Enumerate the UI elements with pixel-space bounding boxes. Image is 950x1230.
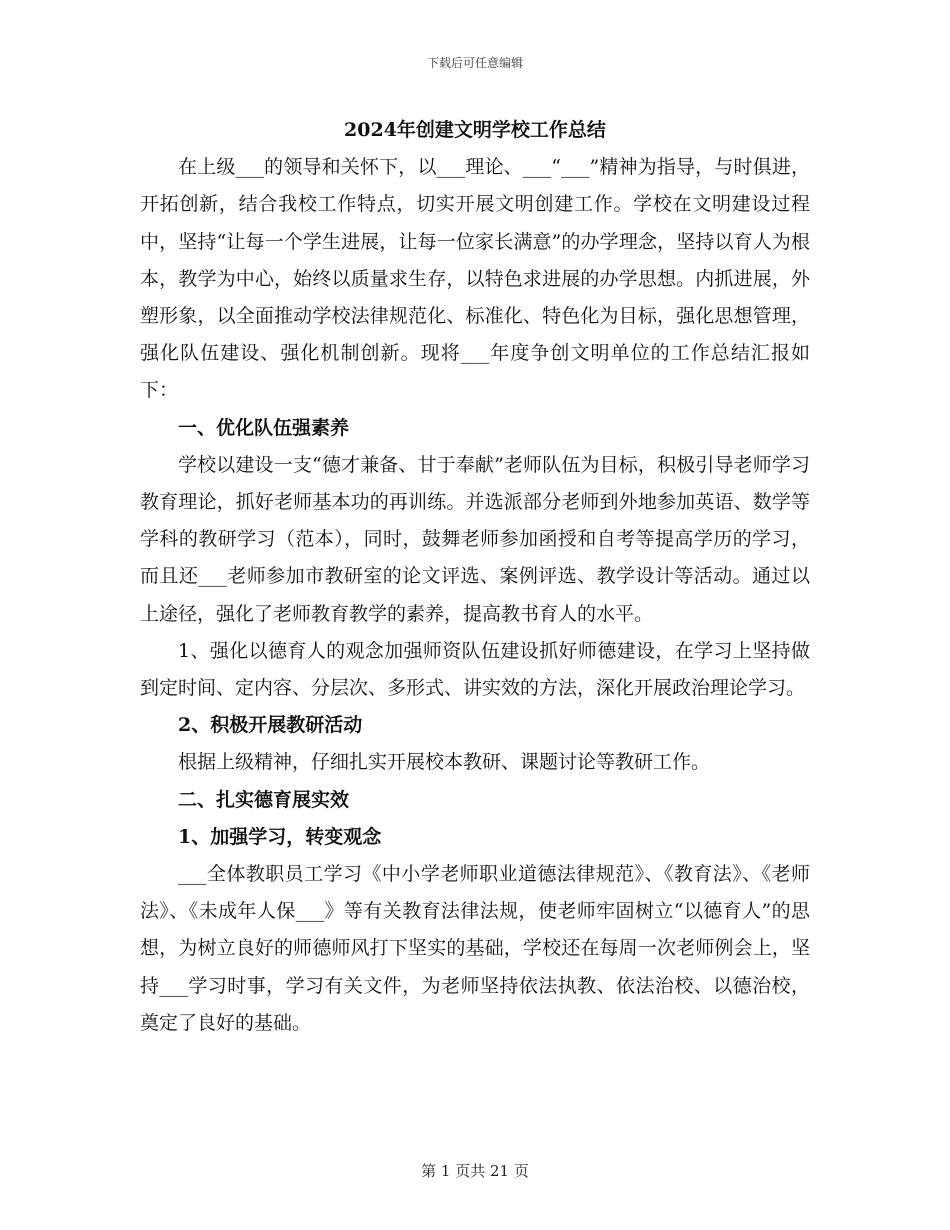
subsection-heading-study: 1、加强学习，转变观念 (178, 825, 382, 848)
subsection-heading-research: 2、积极开展教研活动 (178, 714, 363, 737)
page-footer-number: 第 1 页共 21 页 (421, 1162, 529, 1180)
document-body (140, 112, 810, 1042)
paragraph-intro: 在上级___的领导和关怀下，以___理论、___“___”精神为指导，与时俱进，开拓创新，结合我校工作特点，切实开展文明创建工作。学校在文明建设过程中，坚持“让每一个学生进展，让每一位家长满意”的办学理念，坚持以育人为根本，教学为中心，始终以质量求生存，以特色求进展的办学思想。内抓进展，外塑形象，以全面推动学校法律规范化、标准化、特色化为目标，强化思想管理，强化队伍建设、强化机制创新。现将___年度争创文明单位的工作总结汇报如下： (140, 156, 810, 402)
paragraph-team: 学校以建设一支“德才兼备、甘于奉献”老师队伍为目标，积极引导老师学习教育理论，抓好老师基本功的再训练。并选派部分老师到外地参加英语、数学等学科的教研学习（范本），同时，鼓舞老师参加函授和自考等提高学历的学习，而且还___老师参加市教研室的论文评选、案例评选、教学设计等活动。通过以上途径，强化了老师教育教学的素养，提高教书育人的水平。 (140, 453, 810, 625)
paragraph-research: 根据上级精神，仔细扎实开展校本教研、课题讨论等教研工作。 (178, 751, 711, 774)
section-heading-1: 一、优化队伍强素养 (178, 416, 350, 439)
document-title: 2024年创建文明学校工作总结 (344, 119, 606, 141)
paragraph-study: ___全体教职员工学习《中小学老师职业道德法律规范》、《教育法》、《老师法》、《未成年人保___》等有关教育法律法规，使老师牢固树立“以德育人”的思想，为树立良好的师德师风打下坚实的基础，学校还在每周一次老师例会上，坚持___学习时事，学习有关文件，为老师坚持依法执教、依法治校、以德治校，奠定了良好的基础。 (140, 863, 810, 1034)
page-header-note: 下载后可任意编辑 (426, 56, 523, 70)
paragraph-ethics: 1、强化以德育人的观念加强师资队伍建设抓好师德建设，在学习上坚持做到定时间、定内容、分层次、多形式、讲实效的方法，深化开展政治理论学习。 (140, 639, 810, 700)
section-heading-2: 二、扎实德育展实效 (178, 788, 350, 811)
